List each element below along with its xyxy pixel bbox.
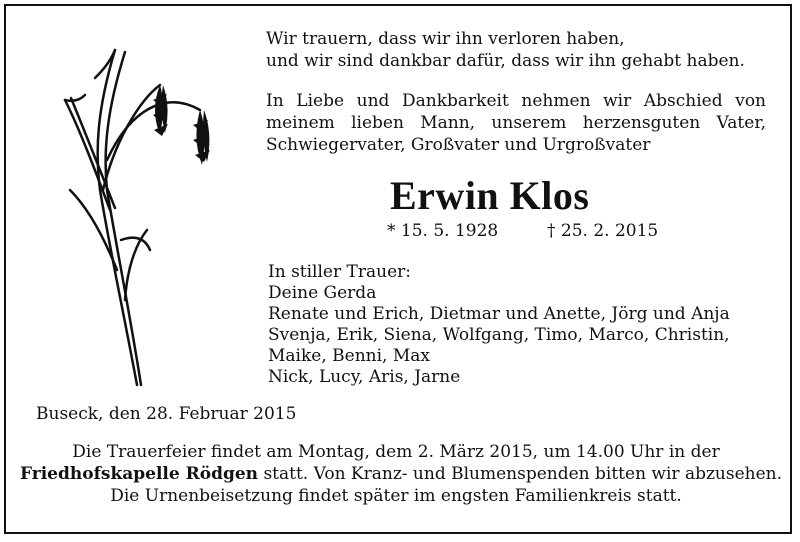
list-item: Svenja, Erik, Siena, Wolfgang, Timo, Marco, Christin,	[268, 325, 730, 345]
birth-date: * 15. 5. 1928	[387, 221, 499, 241]
list-item: Maike, Benni, Max	[268, 346, 430, 366]
intro-line-2: und wir sind dankbar dafür, dass wir ihn gehabt haben.	[266, 51, 745, 71]
funeral-line-1: Die Trauerfeier findet am Montag, dem 2. März 2015, um 14.00 Uhr in der	[72, 442, 720, 462]
mourners-heading: In stiller Trauer:	[268, 262, 411, 282]
list-item: Nick, Lucy, Aris, Jarne	[268, 367, 461, 387]
intro-line-1: Wir trauern, dass wir ihn verloren haben,	[266, 29, 625, 49]
list-item: Renate und Erich, Dietmar und Anette, Jörg und Anja	[268, 304, 730, 324]
funeral-line-3: Die Urnenbeisetzung findet später im engsten Familienkreis statt.	[110, 486, 682, 506]
death-date: † 25. 2. 2015	[547, 221, 659, 241]
list-item: Deine Gerda	[268, 283, 377, 303]
wheat-stalk-icon	[55, 40, 235, 390]
funeral-line-2	[20, 463, 783, 485]
deceased-name: Erwin Klos	[390, 173, 590, 218]
chapel-name: Friedhofskapelle Rödgen	[20, 464, 259, 484]
farewell-line-1: In Liebe und Dankbarkeit nehmen wir Abschied von	[266, 91, 766, 111]
farewell-line-3: Schwiegervater, Großvater und Urgroßvater	[266, 135, 651, 155]
funeral-info	[20, 441, 783, 507]
mourners-list	[268, 262, 730, 388]
farewell-line-2: meinem lieben Mann, unserem herzensguten Vater,	[266, 113, 766, 133]
place-date: Buseck, den 28. Februar 2015	[36, 404, 297, 424]
intro-text	[266, 28, 766, 156]
funeral-line-2-rest: statt. Von Kranz- und Blumenspenden bitten wir abzusehen.	[258, 464, 783, 484]
